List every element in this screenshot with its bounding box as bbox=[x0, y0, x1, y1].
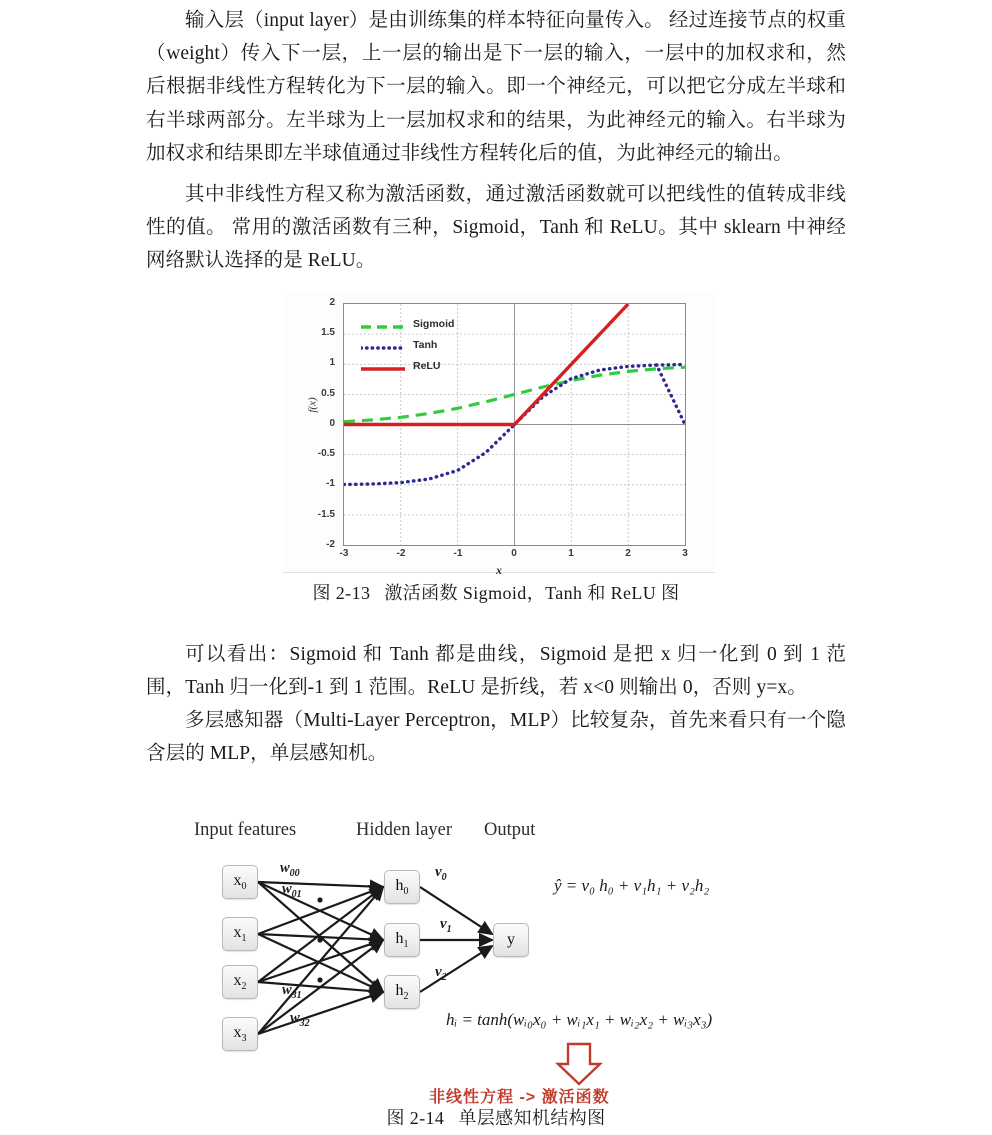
paragraph-sigmoid-tanh-relu bbox=[146, 638, 846, 704]
weight-label-w32: $w_{32}$ bbox=[290, 1010, 310, 1029]
paragraph-text: 其中非线性方程又称为激活函数，通过激活函数就可以把线性的值转成非线性的值。 常用的激活函数有三种，Sigmoid，Tanh 和 ReLU。其中 sklearn 中神经网络默认选择的是 ReLU。 bbox=[146, 184, 846, 272]
figure-title: 单层感知机结构图 bbox=[458, 1108, 606, 1128]
red-down-arrow bbox=[558, 1044, 600, 1084]
chart-legend bbox=[361, 313, 491, 376]
paragraph-mlp bbox=[146, 704, 846, 770]
figure-number: 图 2-13 bbox=[312, 583, 371, 603]
hidden-node-h2[interactable]: $h_2$ bbox=[384, 975, 420, 1009]
node-subscript: 3 bbox=[241, 1033, 247, 1045]
chart-ytick: -1 bbox=[326, 478, 335, 489]
paragraph-input-layer bbox=[146, 4, 846, 170]
v-label-v1: $v_1$ bbox=[440, 916, 452, 935]
chart-xtick: 1 bbox=[568, 548, 574, 559]
chart-xtick: 3 bbox=[682, 548, 688, 559]
weight-subscript: 31 bbox=[291, 989, 302, 1001]
activation-function-chart bbox=[283, 291, 715, 577]
equation-hidden: hᵢ = tanh(wᵢ₀x₀ + wᵢ₁x₁ + wᵢ₂x₂ + wᵢ₃x₃) bbox=[446, 1010, 713, 1029]
chart-y-axis-label: f(x) bbox=[306, 397, 319, 413]
layer-title-input: Input features bbox=[194, 820, 297, 840]
chart-ytick: 1 bbox=[329, 357, 335, 368]
input-node-x3[interactable]: $x_3$ bbox=[222, 1017, 258, 1051]
legend-entry-tanh bbox=[361, 334, 491, 355]
legend-label-tanh: Tanh bbox=[413, 338, 438, 351]
figure-number: 图 2-14 bbox=[386, 1108, 445, 1128]
chart-xtick: 0 bbox=[511, 548, 517, 559]
equation-output: ŷ = v₀ h₀ + v₁h₁ + v₂h₂ bbox=[554, 876, 710, 895]
paragraph-text: 可以看出：Sigmoid 和 Tanh 都是曲线，Sigmoid 是把 x 归一化到 0 到 1 范围，Tanh 归一化到-1 到 1 范围。ReLU 是折线，若 x<0 则输出 0，否则 y=x。 bbox=[146, 644, 846, 699]
paragraph-activation-functions bbox=[146, 178, 846, 278]
chart-xtick: -1 bbox=[453, 548, 463, 559]
chart-ytick: -0.5 bbox=[317, 448, 335, 459]
hidden-node-h1[interactable]: $h_1$ bbox=[384, 923, 420, 957]
input-node-x1[interactable]: $x_1$ bbox=[222, 917, 258, 951]
legend-swatch-relu bbox=[361, 361, 405, 371]
chart-ytick: 1.5 bbox=[321, 327, 335, 338]
legend-label-sigmoid: Sigmoid bbox=[413, 317, 455, 330]
chart-ytick: 2 bbox=[329, 297, 335, 308]
output-node-label: y bbox=[507, 931, 515, 948]
input-to-hidden-edges bbox=[258, 882, 383, 1034]
figure-2-13-caption bbox=[0, 579, 992, 605]
node-subscript: 2 bbox=[403, 991, 409, 1003]
weight-label-w31: $w_{31}$ bbox=[282, 982, 302, 1001]
nonlinear-activation-annotation: 非线性方程 -> 激活函数 bbox=[429, 1089, 610, 1106]
v-subscript: 1 bbox=[446, 924, 452, 935]
node-subscript: 0 bbox=[241, 881, 247, 893]
mlp-structure-diagram bbox=[186, 812, 806, 1106]
weight-label-w01: $w_{01}$ bbox=[282, 881, 302, 900]
chart-xtick: -2 bbox=[396, 548, 406, 559]
legend-label-relu: ReLU bbox=[413, 359, 441, 372]
v-label-v2: $v_2$ bbox=[435, 964, 447, 983]
figure-title: 激活函数 Sigmoid，Tanh 和 ReLU 图 bbox=[384, 583, 680, 603]
paragraph-text: 输入层（input layer）是由训练集的样本特征向量传入。 经过连接节点的权重（weight）传入下一层，上一层的输出是下一层的输入，一层中的加权求和，然后根据非线性方程转化为下一层的输入。即一个神经元，可以把它分成左半球和右半球两部分。左半球为上一层加权求和的结果，为此神经元的输入。右半球为加权求和结果即左半球值通过非线性方程转化后的值，为此神经元的输出。 bbox=[146, 10, 846, 164]
figure-2-14-caption bbox=[0, 1104, 992, 1130]
series-tanh-right bbox=[657, 365, 685, 366]
layer-title-output: Output bbox=[484, 820, 536, 840]
node-subscript: 1 bbox=[241, 933, 247, 945]
weight-subscript: 32 bbox=[299, 1017, 310, 1029]
v-subscript: 0 bbox=[441, 872, 447, 883]
node-subscript: 0 bbox=[403, 886, 409, 898]
legend-entry-relu bbox=[361, 355, 491, 376]
chart-ytick: -2 bbox=[326, 539, 335, 550]
chart-ytick: 0 bbox=[329, 418, 335, 429]
legend-swatch-tanh bbox=[361, 340, 405, 350]
node-subscript: 1 bbox=[403, 939, 409, 951]
paragraph-text: 多层感知器（Multi-Layer Perceptron，MLP）比较复杂，首先来看只有一个隐含层的 MLP，单层感知机。 bbox=[146, 710, 846, 765]
v-subscript: 2 bbox=[441, 972, 447, 983]
hidden-node-h0[interactable]: $h_0$ bbox=[384, 870, 420, 904]
weight-subscript: 01 bbox=[291, 888, 302, 900]
chart-xtick: -3 bbox=[339, 548, 349, 559]
chart-ytick: 0.5 bbox=[321, 388, 335, 399]
node-subscript: 2 bbox=[241, 981, 247, 993]
legend-entry-sigmoid bbox=[361, 313, 491, 334]
output-node-y[interactable] bbox=[493, 923, 529, 957]
weight-subscript: 00 bbox=[289, 867, 300, 879]
input-node-x2[interactable]: $x_2$ bbox=[222, 965, 258, 999]
chart-xtick: 2 bbox=[625, 548, 631, 559]
legend-swatch-sigmoid bbox=[361, 319, 405, 329]
hidden-to-output-edges bbox=[420, 887, 492, 992]
layer-title-hidden: Hidden layer bbox=[356, 820, 453, 840]
chart-ytick: -1.5 bbox=[317, 509, 335, 520]
input-node-x0[interactable]: $x_0$ bbox=[222, 865, 258, 899]
v-label-v0: $v_0$ bbox=[435, 864, 447, 883]
chart-x-axis-label: x bbox=[496, 563, 502, 577]
weight-label-w00: $w_{00}$ bbox=[280, 860, 300, 879]
